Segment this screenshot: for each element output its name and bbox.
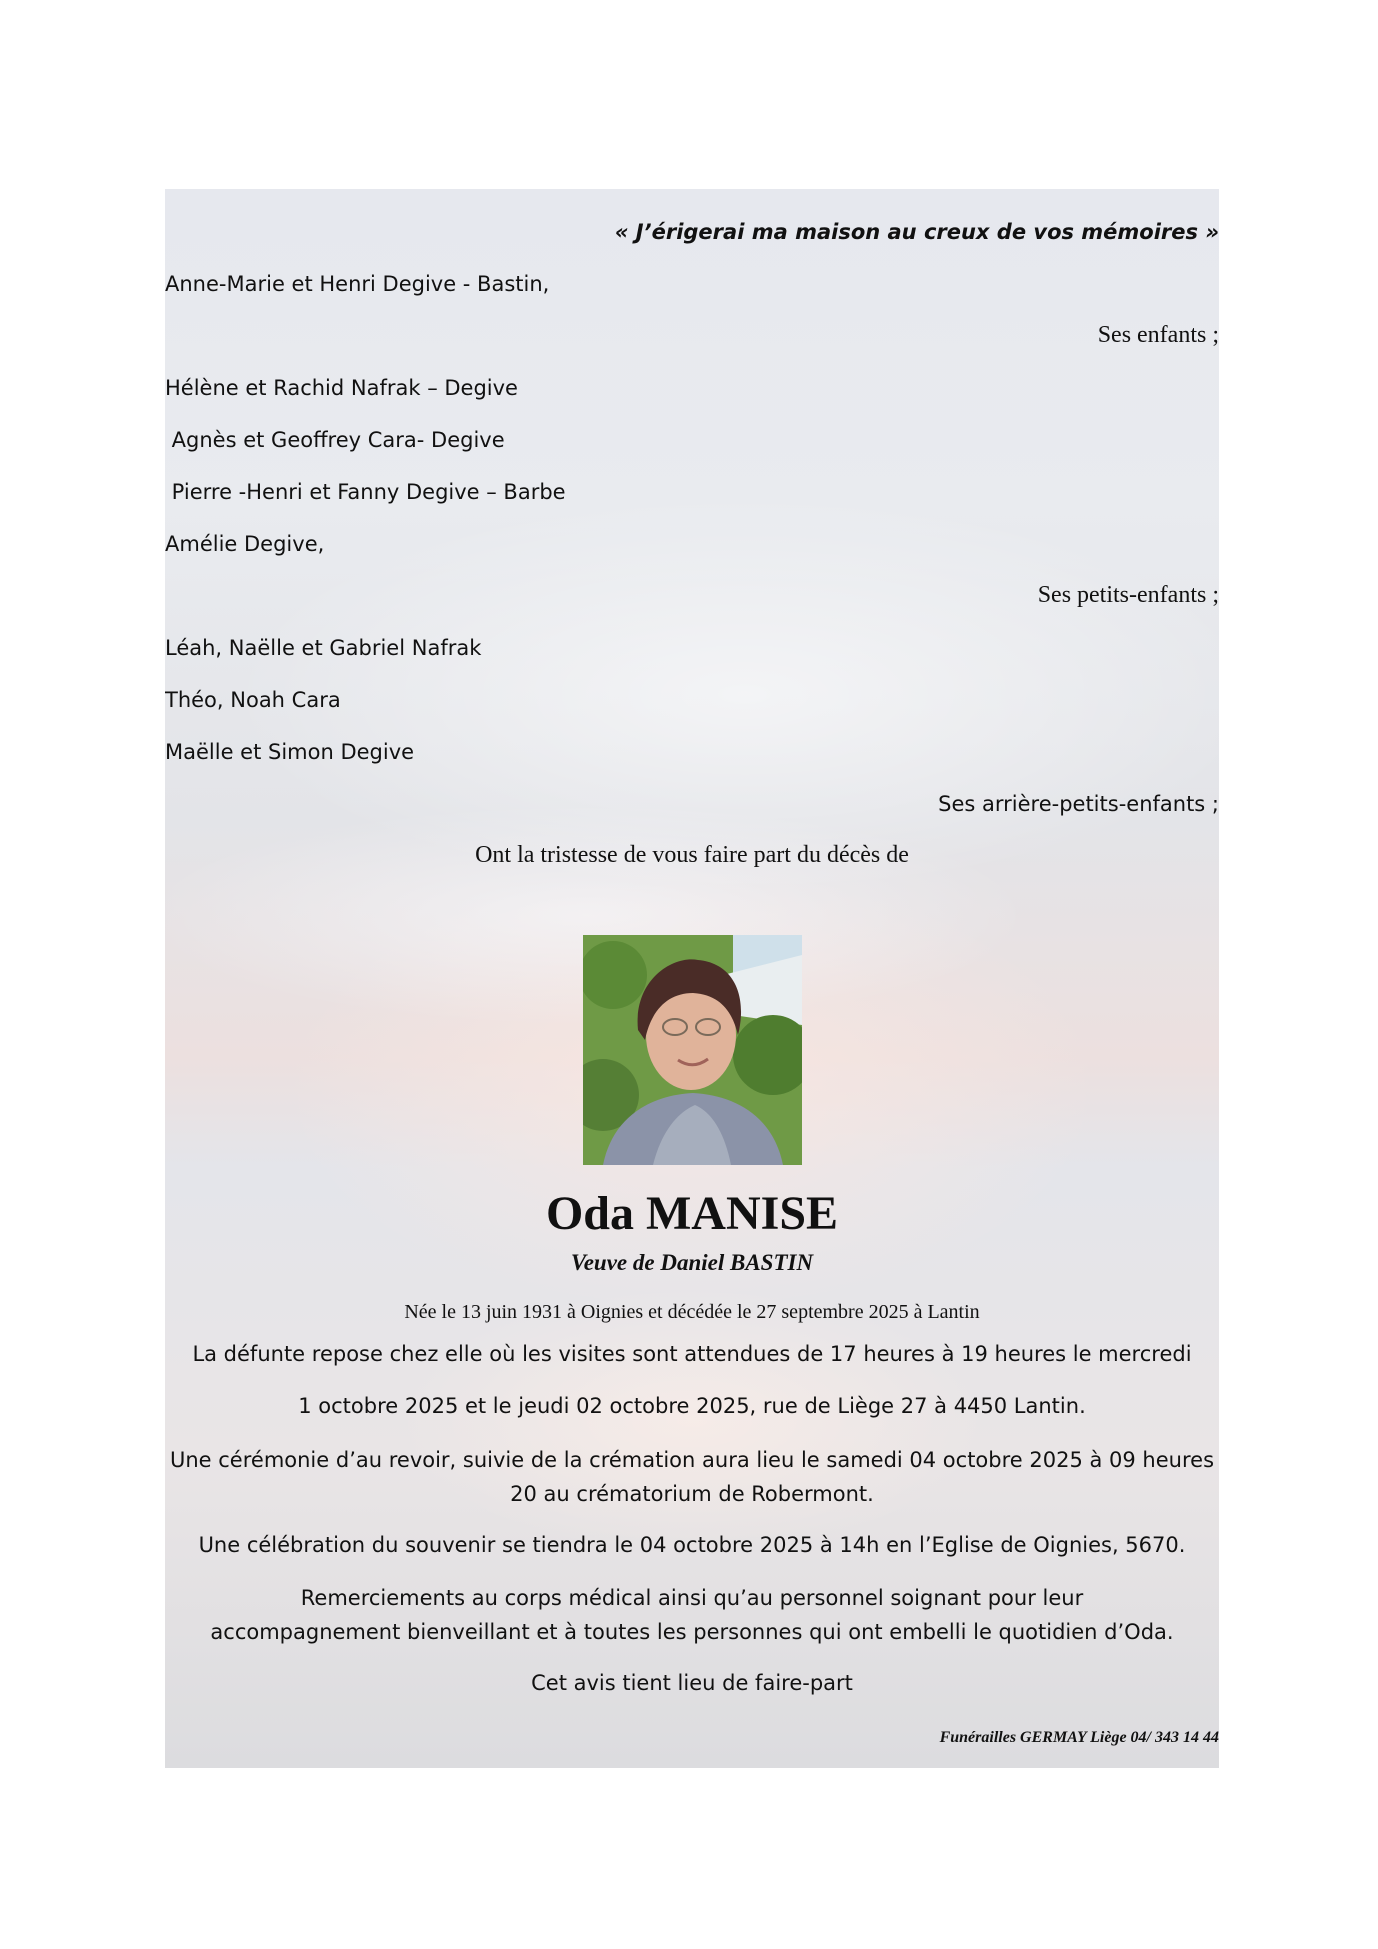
- notice-text: Cet avis tient lieu de faire-part: [531, 1671, 853, 1695]
- child-line: Agnès et Geoffrey Cara- Degive: [165, 428, 505, 452]
- celebration-info: Une célébration du souvenir se tiendra le 04 octobre 2025 à 14h en l’Eglise de Oignies, 5670.: [198, 1533, 1186, 1557]
- deceased-name: Oda MANISE: [545, 1187, 839, 1240]
- announcement-text: Ont la tristesse de vous faire part du décès de: [475, 842, 909, 868]
- birth-death-dates: Née le 13 juin 1931 à Oignies et décédée le 27 septembre 2025 à Lantin: [404, 1301, 980, 1323]
- thanks-text: Remerciements au corps médical ainsi qu’au personnel soignant pour leur accompagnement bienveillant et à toutes les personnes qui ont embelli le quotidien d’Oda.: [210, 1586, 1174, 1644]
- visit-info-line2: 1 octobre 2025 et le jeudi 02 octobre 2025, rue de Liège 27 à 4450 Lantin.: [298, 1394, 1086, 1418]
- visit-info-line1: La défunte repose chez elle où les visites sont attendues de 17 heures à 19 heures le mercredi: [192, 1342, 1192, 1366]
- grandchild-line: Maëlle et Simon Degive: [165, 740, 415, 764]
- widow-of: Veuve de Daniel BASTIN: [570, 1250, 814, 1275]
- children-header: Ses enfants ;: [1097, 322, 1219, 348]
- grandchild-line: Théo, Noah Cara: [165, 688, 341, 712]
- obituary-card: [165, 189, 1219, 1768]
- deceased-portrait: [583, 935, 802, 1165]
- child-line: Anne-Marie et Henri Degive - Bastin,: [165, 272, 550, 296]
- epigraph-quote: « J’érigerai ma maison au creux de vos mémoires »: [614, 220, 1219, 244]
- great-grandchildren-header: Ses arrière-petits-enfants ;: [938, 792, 1219, 816]
- child-line: Pierre -Henri et Fanny Degive – Barbe: [165, 480, 566, 504]
- child-line: Amélie Degive,: [165, 532, 325, 556]
- child-line: Hélène et Rachid Nafrak – Degive: [165, 376, 518, 400]
- grandchildren-header: Ses petits-enfants ;: [1037, 582, 1219, 608]
- funeral-home-signature: Funérailles GERMAY Liège 04/ 343 14 44: [939, 1729, 1219, 1746]
- ceremony-info: Une cérémonie d’au revoir, suivie de la crémation aura lieu le samedi 04 octobre 2025 à 09 heures 20 au crématorium de Robermont.: [169, 1448, 1215, 1506]
- grandchild-line: Léah, Naëlle et Gabriel Nafrak: [165, 636, 482, 660]
